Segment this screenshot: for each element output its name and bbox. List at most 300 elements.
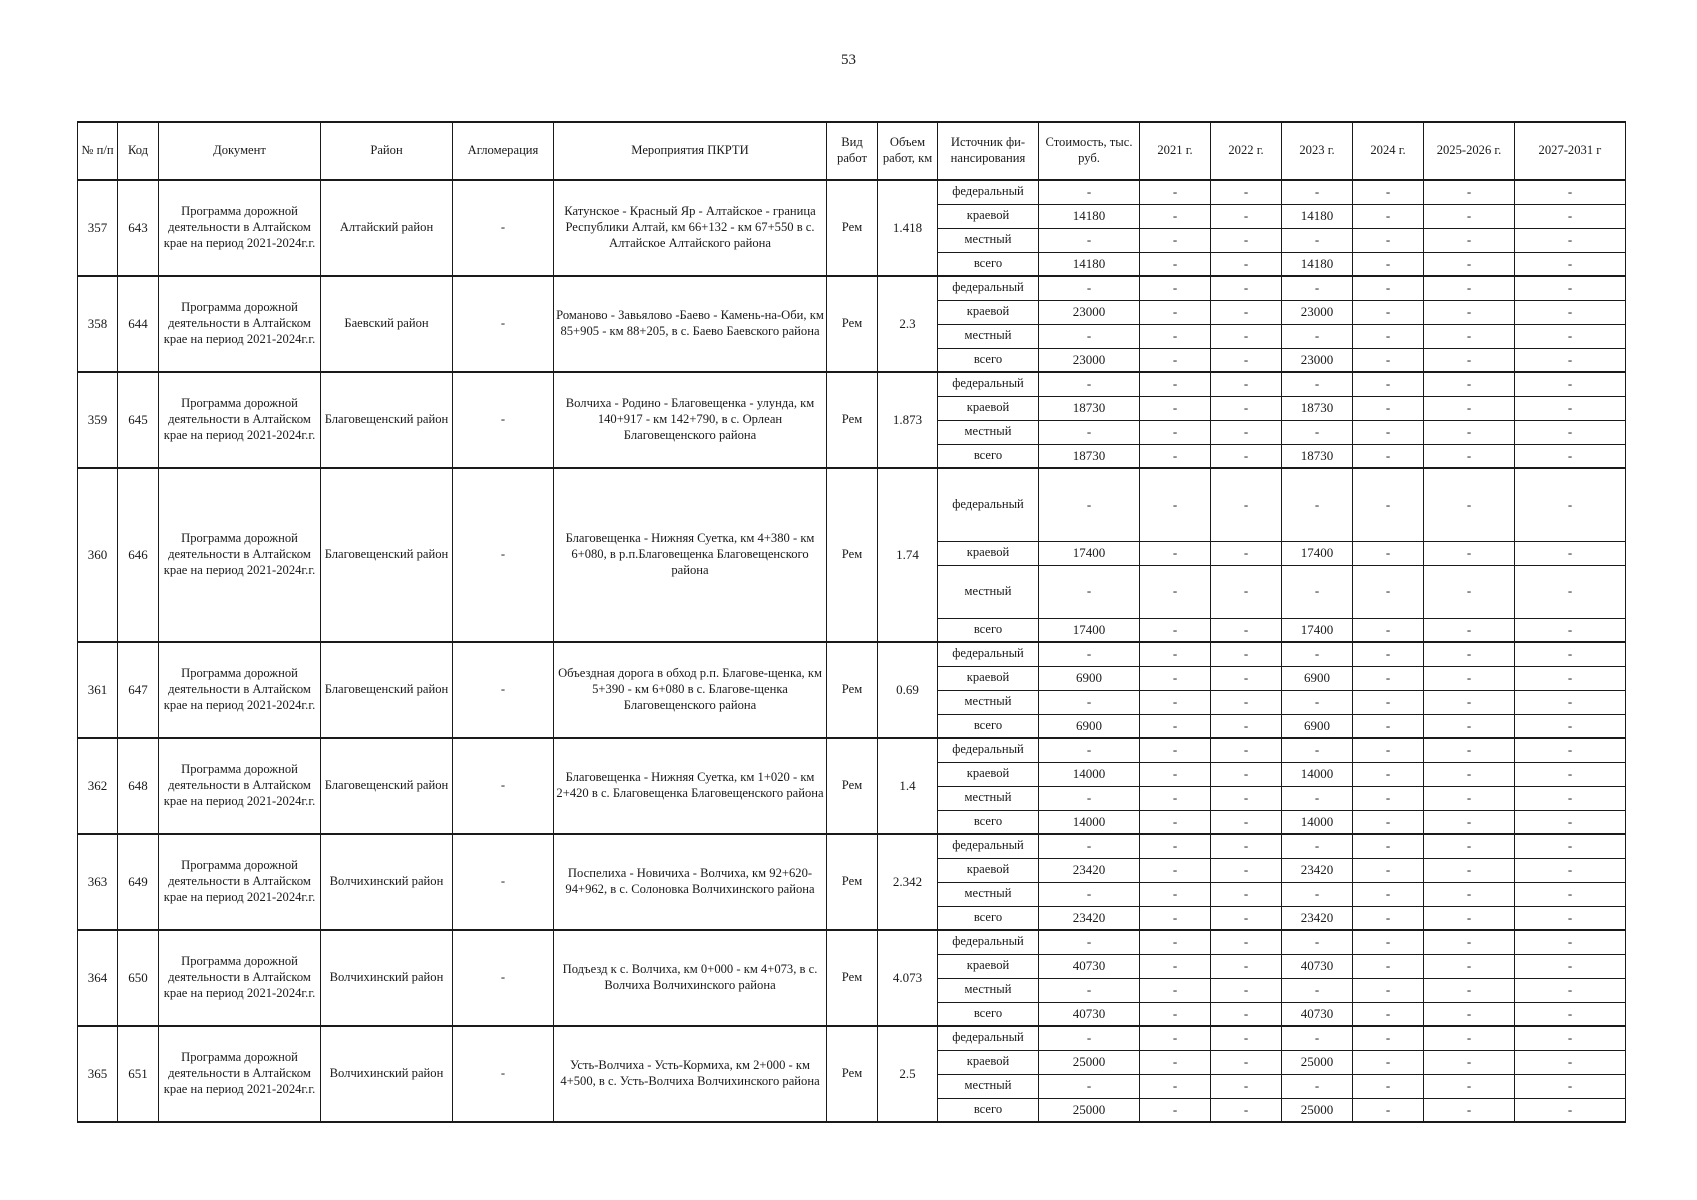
- record-document: Программа дорожной деятельности в Алтайском крае на период 2021-2024г.г.: [159, 180, 321, 276]
- year-2024-cell: -: [1353, 858, 1424, 882]
- cost-cell: -: [1039, 1074, 1140, 1098]
- record-volume: 2.342: [878, 834, 938, 930]
- record-measure: Катунское - Красный Яр - Алтайское - граница Республики Алтай, км 66+132 - км 67+550 в с. Алтайское Алтайского района: [554, 180, 827, 276]
- record-number: 357: [78, 180, 118, 276]
- year-2025-2026-cell: -: [1424, 810, 1515, 834]
- year-2022-cell: -: [1211, 324, 1282, 348]
- record-group: [78, 834, 1626, 930]
- record-volume: 4.073: [878, 930, 938, 1026]
- funding-source-cell: местный: [938, 565, 1039, 618]
- year-2027-2031-cell: -: [1515, 324, 1626, 348]
- year-2024-cell: -: [1353, 834, 1424, 858]
- funding-source-cell: местный: [938, 690, 1039, 714]
- year-2022-cell: -: [1211, 420, 1282, 444]
- col-header-district: Район: [321, 122, 453, 180]
- year-2027-2031-cell: -: [1515, 396, 1626, 420]
- year-2027-2031-cell: -: [1515, 1050, 1626, 1074]
- funding-source-cell: федеральный: [938, 834, 1039, 858]
- year-2022-cell: -: [1211, 762, 1282, 786]
- record-document: Программа дорожной деятельности в Алтайском крае на период 2021-2024г.г.: [159, 930, 321, 1026]
- year-2025-2026-cell: -: [1424, 858, 1515, 882]
- record-agglomeration: -: [453, 642, 554, 738]
- year-2023-cell: 40730: [1282, 1002, 1353, 1026]
- year-2025-2026-cell: -: [1424, 565, 1515, 618]
- year-2027-2031-cell: -: [1515, 180, 1626, 204]
- col-header-document: Документ: [159, 122, 321, 180]
- year-2023-cell: -: [1282, 324, 1353, 348]
- year-2023-cell: 17400: [1282, 541, 1353, 565]
- cost-cell: -: [1039, 834, 1140, 858]
- cost-cell: -: [1039, 180, 1140, 204]
- year-2023-cell: 40730: [1282, 954, 1353, 978]
- record-measure: Усть-Волчиха - Усть-Кормиха, км 2+000 - км 4+500, в с. Усть-Волчиха Волчихинского района: [554, 1026, 827, 1122]
- cost-cell: 40730: [1039, 1002, 1140, 1026]
- year-2021-cell: -: [1140, 978, 1211, 1002]
- funding-source-cell: федеральный: [938, 180, 1039, 204]
- record-work-type: Рем: [827, 834, 878, 930]
- cost-cell: -: [1039, 372, 1140, 396]
- record-district: Волчихинский район: [321, 930, 453, 1026]
- col-header-code: Код: [118, 122, 159, 180]
- year-2024-cell: -: [1353, 324, 1424, 348]
- record-work-type: Рем: [827, 468, 878, 642]
- col-header-2022: 2022 г.: [1211, 122, 1282, 180]
- record-document: Программа дорожной деятельности в Алтайском крае на период 2021-2024г.г.: [159, 834, 321, 930]
- year-2024-cell: -: [1353, 228, 1424, 252]
- year-2027-2031-cell: -: [1515, 204, 1626, 228]
- funding-source-cell: краевой: [938, 666, 1039, 690]
- year-2021-cell: -: [1140, 642, 1211, 666]
- record-district: Благовещенский район: [321, 738, 453, 834]
- funding-source-cell: местный: [938, 228, 1039, 252]
- year-2023-cell: 18730: [1282, 396, 1353, 420]
- year-2022-cell: -: [1211, 978, 1282, 1002]
- year-2021-cell: -: [1140, 468, 1211, 541]
- year-2024-cell: -: [1353, 372, 1424, 396]
- year-2023-cell: 14180: [1282, 204, 1353, 228]
- year-2021-cell: -: [1140, 786, 1211, 810]
- year-2024-cell: -: [1353, 541, 1424, 565]
- year-2023-cell: -: [1282, 978, 1353, 1002]
- year-2025-2026-cell: -: [1424, 690, 1515, 714]
- year-2023-cell: 23000: [1282, 300, 1353, 324]
- col-header-2027-2031: 2027-2031 г: [1515, 122, 1626, 180]
- year-2021-cell: -: [1140, 930, 1211, 954]
- year-2022-cell: -: [1211, 714, 1282, 738]
- funding-source-cell: местный: [938, 1074, 1039, 1098]
- year-2022-cell: -: [1211, 468, 1282, 541]
- col-header-source: Источник фи-нансирования: [938, 122, 1039, 180]
- year-2023-cell: 23000: [1282, 348, 1353, 372]
- record-district: Волчихинский район: [321, 834, 453, 930]
- year-2027-2031-cell: -: [1515, 252, 1626, 276]
- record-group: [78, 276, 1626, 372]
- year-2022-cell: -: [1211, 1050, 1282, 1074]
- col-header-volume: Объем работ, км: [878, 122, 938, 180]
- cost-cell: -: [1039, 738, 1140, 762]
- year-2022-cell: -: [1211, 1098, 1282, 1122]
- year-2021-cell: -: [1140, 300, 1211, 324]
- year-2022-cell: -: [1211, 618, 1282, 642]
- year-2021-cell: -: [1140, 1074, 1211, 1098]
- year-2022-cell: -: [1211, 738, 1282, 762]
- year-2024-cell: -: [1353, 930, 1424, 954]
- year-2027-2031-cell: -: [1515, 541, 1626, 565]
- record-measure: Благовещенка - Нижняя Суетка, км 1+020 - км 2+420 в с. Благовещенка Благовещенского района: [554, 738, 827, 834]
- funding-source-cell: всего: [938, 714, 1039, 738]
- year-2021-cell: -: [1140, 276, 1211, 300]
- record-group: [78, 930, 1626, 1026]
- year-2027-2031-cell: -: [1515, 978, 1626, 1002]
- record-measure: Благовещенка - Нижняя Суетка, км 4+380 - км 6+080, в р.п.Благовещенка Благовещенского района: [554, 468, 827, 642]
- record-code: 651: [118, 1026, 159, 1122]
- col-header-cost: Стоимость, тыс. руб.: [1039, 122, 1140, 180]
- record-number: 360: [78, 468, 118, 642]
- year-2022-cell: -: [1211, 228, 1282, 252]
- year-2027-2031-cell: -: [1515, 882, 1626, 906]
- year-2021-cell: -: [1140, 252, 1211, 276]
- year-2024-cell: -: [1353, 204, 1424, 228]
- year-2024-cell: -: [1353, 954, 1424, 978]
- record-measure: Волчиха - Родино - Благовещенка - улунда, км 140+917 - км 142+790, в с. Орлеан Благовещенского района: [554, 372, 827, 468]
- year-2022-cell: -: [1211, 858, 1282, 882]
- table-row: [78, 468, 1626, 541]
- year-2023-cell: -: [1282, 786, 1353, 810]
- year-2025-2026-cell: -: [1424, 1098, 1515, 1122]
- funding-source-cell: федеральный: [938, 276, 1039, 300]
- year-2022-cell: -: [1211, 372, 1282, 396]
- year-2025-2026-cell: -: [1424, 978, 1515, 1002]
- year-2023-cell: 6900: [1282, 714, 1353, 738]
- funding-source-cell: всего: [938, 252, 1039, 276]
- year-2024-cell: -: [1353, 1002, 1424, 1026]
- year-2025-2026-cell: -: [1424, 642, 1515, 666]
- year-2023-cell: -: [1282, 882, 1353, 906]
- funding-source-cell: всего: [938, 810, 1039, 834]
- year-2021-cell: -: [1140, 348, 1211, 372]
- year-2027-2031-cell: -: [1515, 300, 1626, 324]
- funding-source-cell: федеральный: [938, 642, 1039, 666]
- year-2022-cell: -: [1211, 786, 1282, 810]
- year-2027-2031-cell: -: [1515, 906, 1626, 930]
- year-2025-2026-cell: -: [1424, 276, 1515, 300]
- year-2023-cell: -: [1282, 276, 1353, 300]
- year-2022-cell: -: [1211, 666, 1282, 690]
- year-2021-cell: -: [1140, 565, 1211, 618]
- funding-source-cell: федеральный: [938, 1026, 1039, 1050]
- year-2027-2031-cell: -: [1515, 1074, 1626, 1098]
- record-agglomeration: -: [453, 930, 554, 1026]
- year-2022-cell: -: [1211, 180, 1282, 204]
- record-volume: 0.69: [878, 642, 938, 738]
- record-document: Программа дорожной деятельности в Алтайском крае на период 2021-2024г.г.: [159, 642, 321, 738]
- year-2025-2026-cell: -: [1424, 1074, 1515, 1098]
- year-2023-cell: -: [1282, 1074, 1353, 1098]
- year-2022-cell: -: [1211, 642, 1282, 666]
- funding-source-cell: всего: [938, 1098, 1039, 1122]
- year-2027-2031-cell: -: [1515, 714, 1626, 738]
- cost-cell: 17400: [1039, 618, 1140, 642]
- cost-cell: 18730: [1039, 396, 1140, 420]
- record-district: Алтайский район: [321, 180, 453, 276]
- year-2027-2031-cell: -: [1515, 810, 1626, 834]
- year-2024-cell: -: [1353, 618, 1424, 642]
- record-number: 359: [78, 372, 118, 468]
- record-district: Благовещенский район: [321, 468, 453, 642]
- year-2025-2026-cell: -: [1424, 1050, 1515, 1074]
- funding-source-cell: местный: [938, 978, 1039, 1002]
- funding-source-cell: федеральный: [938, 930, 1039, 954]
- record-agglomeration: -: [453, 276, 554, 372]
- record-code: 650: [118, 930, 159, 1026]
- year-2027-2031-cell: -: [1515, 468, 1626, 541]
- year-2027-2031-cell: -: [1515, 738, 1626, 762]
- record-work-type: Рем: [827, 1026, 878, 1122]
- record-work-type: Рем: [827, 276, 878, 372]
- year-2024-cell: -: [1353, 906, 1424, 930]
- record-volume: 2.5: [878, 1026, 938, 1122]
- funding-source-cell: краевой: [938, 541, 1039, 565]
- cost-cell: 6900: [1039, 666, 1140, 690]
- col-header-2021: 2021 г.: [1140, 122, 1211, 180]
- year-2027-2031-cell: -: [1515, 786, 1626, 810]
- year-2027-2031-cell: -: [1515, 276, 1626, 300]
- table-row: [78, 276, 1626, 300]
- year-2023-cell: -: [1282, 228, 1353, 252]
- year-2027-2031-cell: -: [1515, 348, 1626, 372]
- year-2021-cell: -: [1140, 714, 1211, 738]
- year-2025-2026-cell: -: [1424, 348, 1515, 372]
- year-2024-cell: -: [1353, 300, 1424, 324]
- record-district: Благовещенский район: [321, 372, 453, 468]
- year-2025-2026-cell: -: [1424, 1002, 1515, 1026]
- col-header-work-type: Вид работ: [827, 122, 878, 180]
- year-2023-cell: 25000: [1282, 1050, 1353, 1074]
- record-number: 361: [78, 642, 118, 738]
- year-2024-cell: -: [1353, 690, 1424, 714]
- funding-source-cell: краевой: [938, 396, 1039, 420]
- cost-cell: 23420: [1039, 858, 1140, 882]
- road-works-table: [77, 121, 1626, 1123]
- year-2022-cell: -: [1211, 444, 1282, 468]
- funding-source-cell: всего: [938, 444, 1039, 468]
- year-2023-cell: -: [1282, 372, 1353, 396]
- year-2021-cell: -: [1140, 1002, 1211, 1026]
- record-work-type: Рем: [827, 642, 878, 738]
- record-work-type: Рем: [827, 180, 878, 276]
- funding-source-cell: краевой: [938, 300, 1039, 324]
- year-2021-cell: -: [1140, 396, 1211, 420]
- cost-cell: -: [1039, 642, 1140, 666]
- year-2022-cell: -: [1211, 834, 1282, 858]
- year-2027-2031-cell: -: [1515, 372, 1626, 396]
- year-2023-cell: -: [1282, 690, 1353, 714]
- table-row: [78, 642, 1626, 666]
- table-row: [78, 372, 1626, 396]
- year-2022-cell: -: [1211, 276, 1282, 300]
- year-2022-cell: -: [1211, 252, 1282, 276]
- year-2025-2026-cell: -: [1424, 180, 1515, 204]
- record-code: 649: [118, 834, 159, 930]
- cost-cell: -: [1039, 1026, 1140, 1050]
- cost-cell: -: [1039, 690, 1140, 714]
- year-2022-cell: -: [1211, 565, 1282, 618]
- col-header-agglomeration: Агломерация: [453, 122, 554, 180]
- year-2025-2026-cell: -: [1424, 300, 1515, 324]
- year-2021-cell: -: [1140, 180, 1211, 204]
- year-2023-cell: 23420: [1282, 906, 1353, 930]
- year-2025-2026-cell: -: [1424, 396, 1515, 420]
- year-2025-2026-cell: -: [1424, 468, 1515, 541]
- record-district: Волчихинский район: [321, 1026, 453, 1122]
- year-2023-cell: -: [1282, 930, 1353, 954]
- year-2021-cell: -: [1140, 906, 1211, 930]
- record-document: Программа дорожной деятельности в Алтайском крае на период 2021-2024г.г.: [159, 738, 321, 834]
- year-2022-cell: -: [1211, 541, 1282, 565]
- funding-source-cell: всего: [938, 618, 1039, 642]
- year-2021-cell: -: [1140, 954, 1211, 978]
- record-work-type: Рем: [827, 930, 878, 1026]
- year-2025-2026-cell: -: [1424, 618, 1515, 642]
- funding-source-cell: местный: [938, 882, 1039, 906]
- funding-source-cell: всего: [938, 1002, 1039, 1026]
- year-2027-2031-cell: -: [1515, 666, 1626, 690]
- record-measure: Подъезд к с. Волчиха, км 0+000 - км 4+073, в с. Волчиха Волчихинского района: [554, 930, 827, 1026]
- cost-cell: -: [1039, 420, 1140, 444]
- year-2027-2031-cell: -: [1515, 1026, 1626, 1050]
- cost-cell: 14000: [1039, 762, 1140, 786]
- year-2024-cell: -: [1353, 396, 1424, 420]
- year-2022-cell: -: [1211, 882, 1282, 906]
- year-2022-cell: -: [1211, 954, 1282, 978]
- record-number: 358: [78, 276, 118, 372]
- year-2023-cell: 14000: [1282, 810, 1353, 834]
- header-row: [78, 122, 1626, 180]
- year-2024-cell: -: [1353, 1098, 1424, 1122]
- funding-source-cell: краевой: [938, 858, 1039, 882]
- year-2022-cell: -: [1211, 1026, 1282, 1050]
- cost-cell: -: [1039, 882, 1140, 906]
- record-code: 645: [118, 372, 159, 468]
- funding-source-cell: местный: [938, 420, 1039, 444]
- record-number: 364: [78, 930, 118, 1026]
- year-2022-cell: -: [1211, 204, 1282, 228]
- cost-cell: 23420: [1039, 906, 1140, 930]
- table-row: [78, 180, 1626, 204]
- year-2021-cell: -: [1140, 372, 1211, 396]
- year-2025-2026-cell: -: [1424, 738, 1515, 762]
- year-2025-2026-cell: -: [1424, 204, 1515, 228]
- record-work-type: Рем: [827, 372, 878, 468]
- year-2024-cell: -: [1353, 1026, 1424, 1050]
- year-2024-cell: -: [1353, 666, 1424, 690]
- year-2024-cell: -: [1353, 1074, 1424, 1098]
- year-2023-cell: 14000: [1282, 762, 1353, 786]
- year-2027-2031-cell: -: [1515, 954, 1626, 978]
- year-2023-cell: -: [1282, 834, 1353, 858]
- cost-cell: -: [1039, 468, 1140, 541]
- year-2024-cell: -: [1353, 738, 1424, 762]
- year-2025-2026-cell: -: [1424, 372, 1515, 396]
- cost-cell: 40730: [1039, 954, 1140, 978]
- table-row: [78, 1026, 1626, 1050]
- record-code: 647: [118, 642, 159, 738]
- year-2021-cell: -: [1140, 420, 1211, 444]
- record-district: Баевский район: [321, 276, 453, 372]
- cost-cell: -: [1039, 978, 1140, 1002]
- page-number: 53: [841, 52, 856, 68]
- year-2024-cell: -: [1353, 565, 1424, 618]
- year-2024-cell: -: [1353, 276, 1424, 300]
- record-document: Программа дорожной деятельности в Алтайском крае на период 2021-2024г.г.: [159, 276, 321, 372]
- year-2027-2031-cell: -: [1515, 642, 1626, 666]
- year-2021-cell: -: [1140, 324, 1211, 348]
- year-2021-cell: -: [1140, 1098, 1211, 1122]
- funding-source-cell: всего: [938, 348, 1039, 372]
- year-2027-2031-cell: -: [1515, 420, 1626, 444]
- record-measure: Объездная дорога в обход р.п. Благове-щенка, км 5+390 - км 6+080 в с. Благове-щенка Благовещенского района: [554, 642, 827, 738]
- year-2024-cell: -: [1353, 444, 1424, 468]
- year-2025-2026-cell: -: [1424, 228, 1515, 252]
- year-2024-cell: -: [1353, 714, 1424, 738]
- year-2022-cell: -: [1211, 930, 1282, 954]
- year-2023-cell: 23420: [1282, 858, 1353, 882]
- year-2021-cell: -: [1140, 738, 1211, 762]
- year-2023-cell: 6900: [1282, 666, 1353, 690]
- col-header-measure: Мероприятия ПКРТИ: [554, 122, 827, 180]
- record-code: 646: [118, 468, 159, 642]
- record-work-type: Рем: [827, 738, 878, 834]
- col-header-num: № п/п: [78, 122, 118, 180]
- record-number: 365: [78, 1026, 118, 1122]
- record-volume: 2.3: [878, 276, 938, 372]
- year-2023-cell: -: [1282, 738, 1353, 762]
- year-2023-cell: -: [1282, 468, 1353, 541]
- year-2024-cell: -: [1353, 420, 1424, 444]
- table-row: [78, 834, 1626, 858]
- year-2027-2031-cell: -: [1515, 762, 1626, 786]
- year-2024-cell: -: [1353, 882, 1424, 906]
- year-2024-cell: -: [1353, 762, 1424, 786]
- year-2021-cell: -: [1140, 204, 1211, 228]
- record-group: [78, 372, 1626, 468]
- cost-cell: 6900: [1039, 714, 1140, 738]
- record-agglomeration: -: [453, 372, 554, 468]
- year-2027-2031-cell: -: [1515, 228, 1626, 252]
- funding-source-cell: краевой: [938, 954, 1039, 978]
- table-row: [78, 738, 1626, 762]
- year-2022-cell: -: [1211, 906, 1282, 930]
- year-2022-cell: -: [1211, 348, 1282, 372]
- funding-source-cell: краевой: [938, 762, 1039, 786]
- year-2027-2031-cell: -: [1515, 690, 1626, 714]
- cost-cell: 18730: [1039, 444, 1140, 468]
- record-measure: Романово - Завьялово -Баево - Камень-на-Оби, км 85+905 - км 88+205, в с. Баево Баевского района: [554, 276, 827, 372]
- record-volume: 1.873: [878, 372, 938, 468]
- year-2021-cell: -: [1140, 1026, 1211, 1050]
- year-2022-cell: -: [1211, 1002, 1282, 1026]
- year-2023-cell: -: [1282, 642, 1353, 666]
- funding-source-cell: федеральный: [938, 372, 1039, 396]
- year-2025-2026-cell: -: [1424, 324, 1515, 348]
- year-2022-cell: -: [1211, 1074, 1282, 1098]
- cost-cell: -: [1039, 276, 1140, 300]
- cost-cell: -: [1039, 786, 1140, 810]
- year-2022-cell: -: [1211, 396, 1282, 420]
- cost-cell: 23000: [1039, 300, 1140, 324]
- year-2021-cell: -: [1140, 762, 1211, 786]
- cost-cell: 14000: [1039, 810, 1140, 834]
